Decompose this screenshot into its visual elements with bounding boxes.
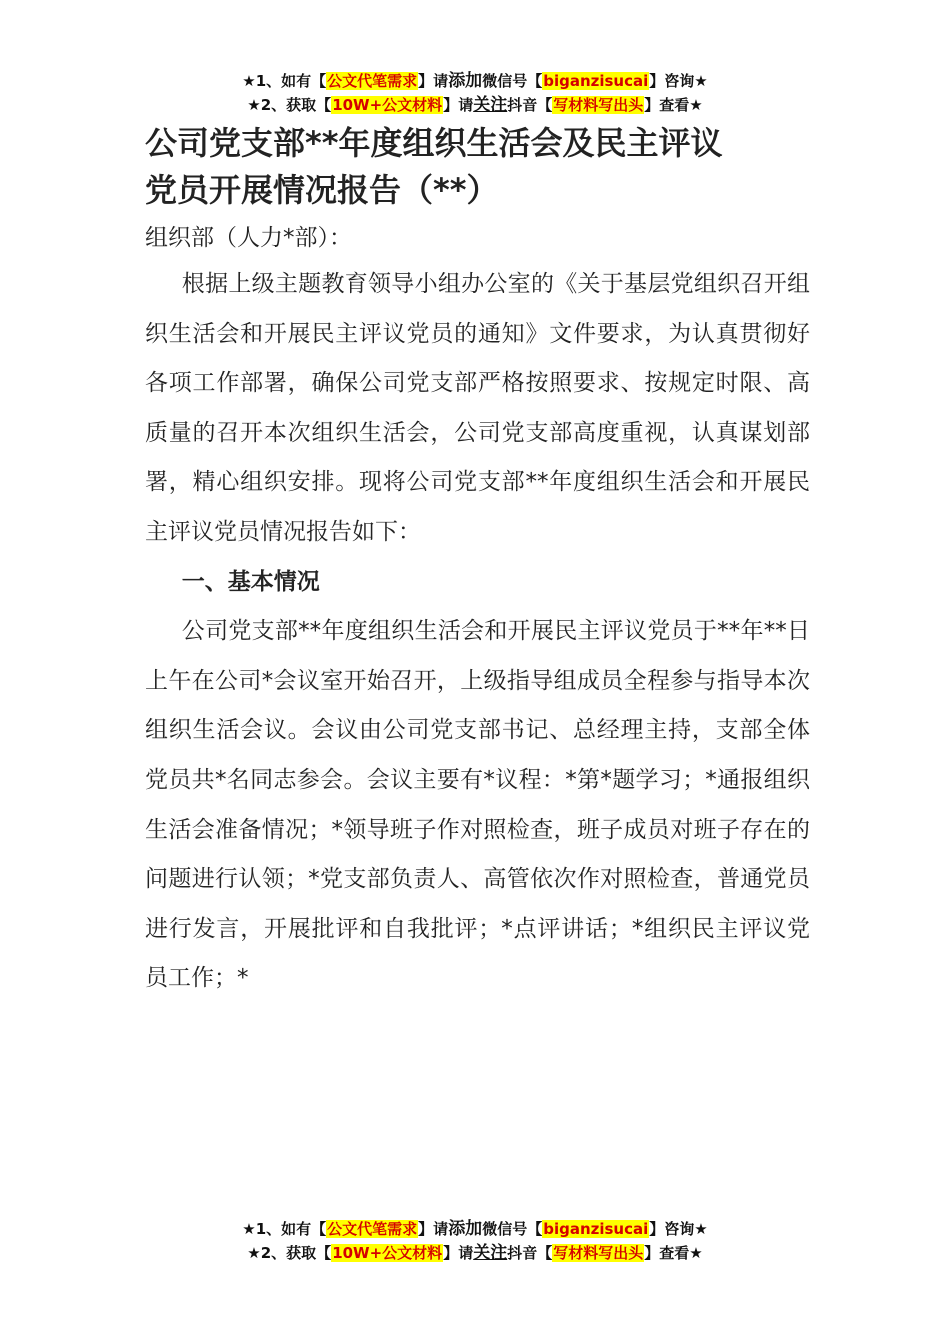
banner-text: 抖音【 <box>507 1244 553 1262</box>
banner-text: 】请 <box>418 72 449 90</box>
banner-text: 】请 <box>443 1244 474 1262</box>
salutation: 组织部（人力*部）： <box>145 225 352 251</box>
section-paragraph: 公司党支部**年度组织生活会和开展民主评议党员于**年**日上午在公司*会议室开始召开，上级指导组成员全程参与指导本次组织生活会议。会议由公司党支部书记、总经理主持，支部全体党员共*名同志参会。会议主要有*议程：*第*题学习；*通报组织生活会准备情况；*领导班子作对照检查，班子成员对班子存在的问题进行认领；*党支部负责人、高管依次作对照检查，普通党员进行发言，开展批评和自我批评；*点评讲话；*组织民主评议党员工作；* <box>145 618 810 992</box>
banner-text: 】查看 <box>644 1244 690 1262</box>
star-icon: ★ <box>694 72 708 90</box>
banner-text: 1、如有【 <box>255 72 327 90</box>
star-icon: ★ <box>694 1220 708 1238</box>
banner-text: 2、获取【 <box>260 96 332 114</box>
intro-paragraph: 根据上级主题教育领导小组办公室的《关于基层党组织召开组织生活会和开展民主评议党员的通知》文件要求，为认真贯彻好各项工作部署，确保公司党支部严格按照要求、按规定时限、高质量的召开本次组织生活会，公司党支部高度重视，认真谋划部署，精心组织安排。现将公司党支部**年度组织生活会和开展民主评议党员情况报告如下： <box>145 271 810 545</box>
star-icon: ★ <box>242 1220 256 1238</box>
highlight-wechat-id: biganzisucai <box>543 72 649 90</box>
star-icon: ★ <box>689 96 703 114</box>
banner-text: 微信号【 <box>482 1220 543 1238</box>
highlight-service: 公文代笔需求 <box>327 1220 418 1238</box>
header-banner <box>0 69 950 117</box>
banner-text: 1、如有【 <box>255 1220 327 1238</box>
banner-text: 】请 <box>418 1220 449 1238</box>
highlight-douyin-id: 写材料写出头 <box>553 1244 644 1262</box>
highlight-materials: 10W+公文材料 <box>332 96 443 114</box>
emphasis-text: 关注 <box>473 1243 508 1263</box>
banner-text: 】查看 <box>644 96 690 114</box>
banner-text: 】请 <box>443 96 474 114</box>
banner-text: 2、获取【 <box>260 1244 332 1262</box>
banner-line-2 <box>0 93 950 117</box>
star-icon: ★ <box>689 1244 703 1262</box>
star-icon: ★ <box>247 96 261 114</box>
banner-text: 】咨询 <box>649 72 695 90</box>
emphasis-text: 添加 <box>448 1219 483 1239</box>
highlight-materials: 10W+公文材料 <box>332 1244 443 1262</box>
banner-text: 微信号【 <box>482 72 543 90</box>
banner-text: 抖音【 <box>507 96 553 114</box>
emphasis-text: 添加 <box>448 71 483 91</box>
highlight-douyin-id: 写材料写出头 <box>553 96 644 114</box>
star-icon: ★ <box>242 72 256 90</box>
section-heading: 一、基本情况 <box>181 568 320 595</box>
emphasis-text: 关注 <box>473 95 508 115</box>
document-body <box>145 120 810 1004</box>
footer-banner <box>0 1217 950 1265</box>
star-icon: ★ <box>247 1244 261 1262</box>
highlight-wechat-id: biganzisucai <box>543 1220 649 1238</box>
banner-line-2 <box>0 1241 950 1265</box>
banner-line-1 <box>0 1217 950 1241</box>
title-line-2: 党员开展情况报告（**） <box>145 171 499 209</box>
banner-line-1 <box>0 69 950 93</box>
title-line-1: 公司党支部**年度组织生活会及民主评议 <box>145 124 723 162</box>
document-title <box>145 120 810 214</box>
banner-text: 】咨询 <box>649 1220 695 1238</box>
highlight-service: 公文代笔需求 <box>327 72 418 90</box>
